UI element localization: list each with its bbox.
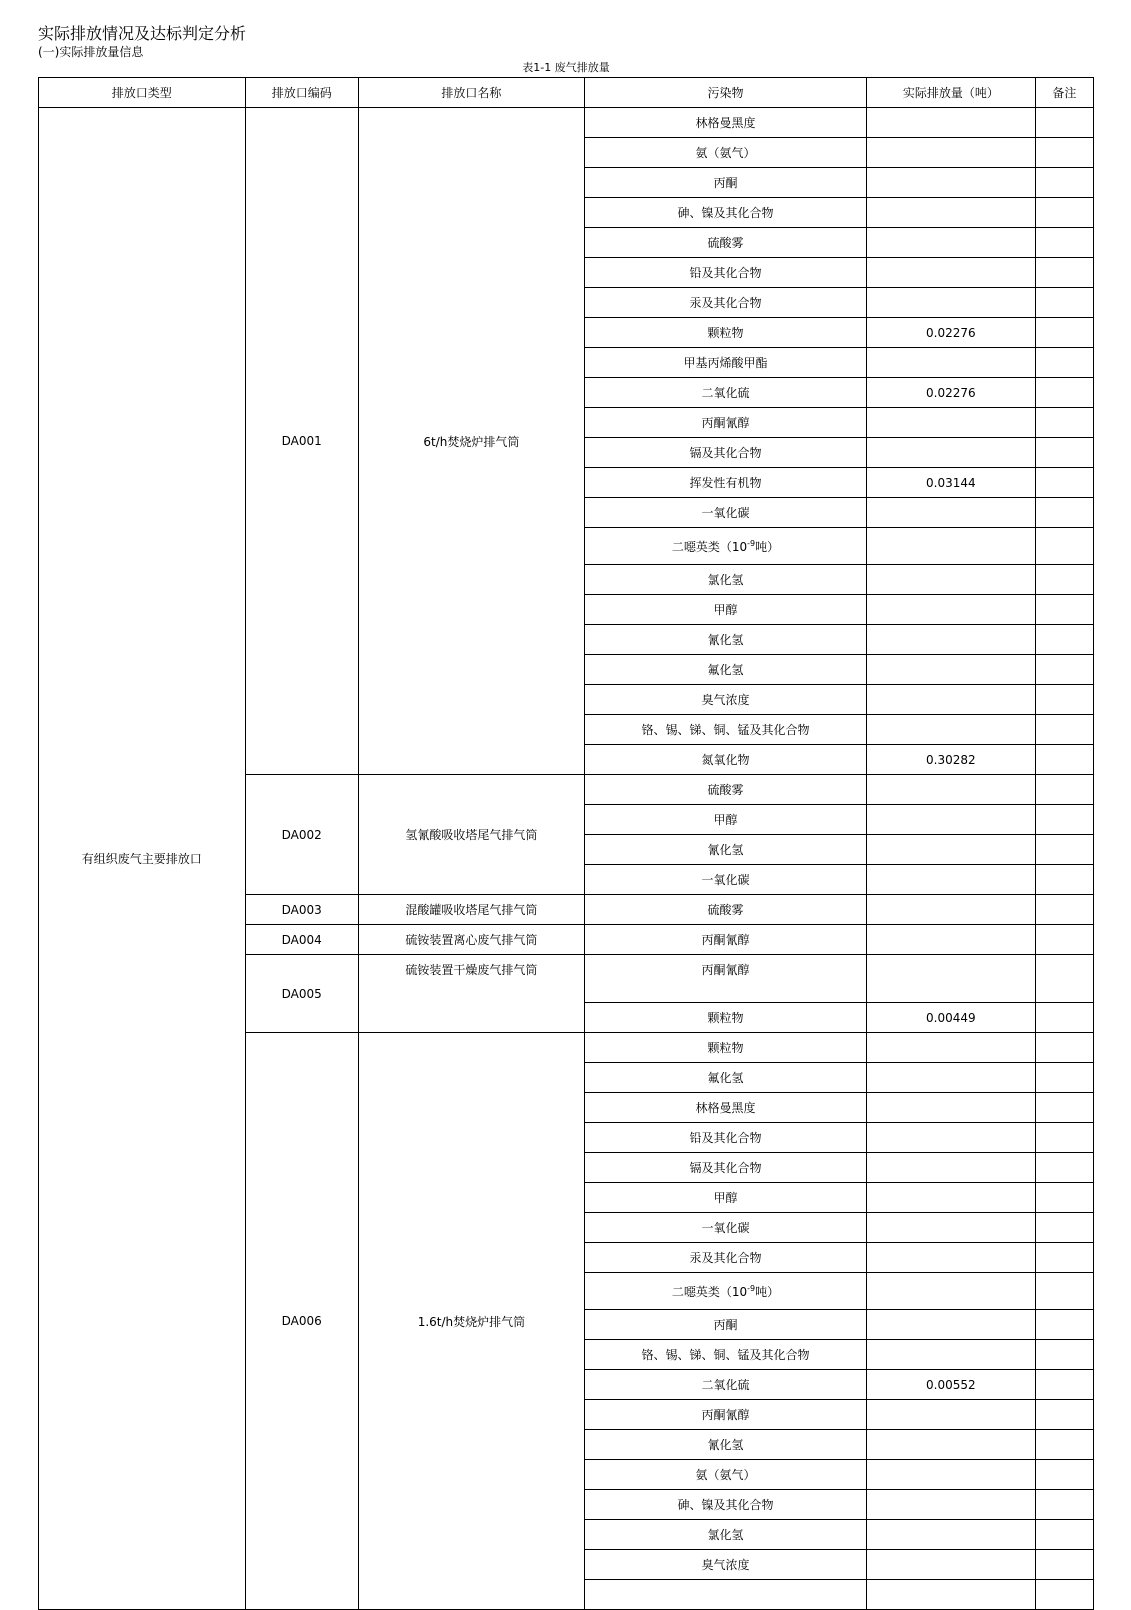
remark-cell xyxy=(1035,378,1093,408)
pollutant-cell: 林格曼黑度 xyxy=(584,1093,866,1123)
remark-cell xyxy=(1035,925,1093,955)
header-pollutant: 污染物 xyxy=(584,78,866,108)
remark-cell xyxy=(1035,1213,1093,1243)
pollutant-cell: 汞及其化合物 xyxy=(584,1243,866,1273)
emission-amount-cell xyxy=(867,1550,1036,1580)
remark-cell xyxy=(1035,258,1093,288)
pollutant-cell: 颗粒物 xyxy=(584,1033,866,1063)
pollutant-cell: 丙酮氰醇 xyxy=(584,1400,866,1430)
emission-amount-cell xyxy=(867,865,1036,895)
pollutant-cell: 颗粒物 xyxy=(584,1003,866,1033)
remark-cell xyxy=(1035,655,1093,685)
emission-amount-cell xyxy=(867,1400,1036,1430)
emission-amount-cell: 0.00449 xyxy=(867,1003,1036,1033)
outlet-name-cell: 氢氰酸吸收塔尾气排气筒 xyxy=(358,775,584,895)
outlet-name-cell: 1.6t/h焚烧炉排气筒 xyxy=(358,1033,584,1610)
pollutant-cell: 臭气浓度 xyxy=(584,1550,866,1580)
emission-amount-cell xyxy=(867,1520,1036,1550)
pollutant-cell: 一氧化碳 xyxy=(584,498,866,528)
emission-amount-cell xyxy=(867,438,1036,468)
pollutant-cell: 氟化氢 xyxy=(584,1063,866,1093)
emission-amount-cell: 0.02276 xyxy=(867,378,1036,408)
emission-amount-cell xyxy=(867,138,1036,168)
pollutant-cell: 颗粒物 xyxy=(584,318,866,348)
emission-amount-cell xyxy=(867,1430,1036,1460)
remark-cell xyxy=(1035,1243,1093,1273)
emission-amount-cell xyxy=(867,1123,1036,1153)
remark-cell xyxy=(1035,228,1093,258)
table-caption: 表1-1 废气排放量 xyxy=(522,61,610,74)
pollutant-cell: 氟化氢 xyxy=(584,655,866,685)
remark-cell xyxy=(1035,108,1093,138)
outlet-code-cell: DA006 xyxy=(245,1033,358,1610)
remark-cell xyxy=(1035,805,1093,835)
emission-amount-cell xyxy=(867,348,1036,378)
remark-cell xyxy=(1035,865,1093,895)
remark-cell xyxy=(1035,1063,1093,1093)
pollutant-cell: 氰化氢 xyxy=(584,1430,866,1460)
pollutant-cell: 砷、镍及其化合物 xyxy=(584,198,866,228)
emission-amount-cell xyxy=(867,925,1036,955)
outlet-type-cell: 有组织废气主要排放口 xyxy=(39,108,246,1610)
emission-amount-cell xyxy=(867,1153,1036,1183)
dioxin-exponent: -9 xyxy=(747,1283,756,1293)
section-subtitle: (一)实际排放量信息 xyxy=(38,45,144,59)
pollutant-cell xyxy=(584,528,866,565)
remark-cell xyxy=(1035,1430,1093,1460)
outlet-code-cell: DA002 xyxy=(245,775,358,895)
remark-cell xyxy=(1035,895,1093,925)
outlet-name-cell: 混酸罐吸收塔尾气排气筒 xyxy=(358,895,584,925)
remark-cell xyxy=(1035,348,1093,378)
emission-amount-cell xyxy=(867,1273,1036,1310)
remark-cell xyxy=(1035,1003,1093,1033)
emission-amount-cell xyxy=(867,1490,1036,1520)
remark-cell xyxy=(1035,288,1093,318)
pollutant-cell: 一氧化碳 xyxy=(584,1213,866,1243)
emission-amount-cell xyxy=(867,528,1036,565)
remark-cell xyxy=(1035,1123,1093,1153)
pollutant-cell: 林格曼黑度 xyxy=(584,108,866,138)
emission-amount-cell xyxy=(867,655,1036,685)
emission-amount-cell xyxy=(867,1063,1036,1093)
emission-amount-cell xyxy=(867,805,1036,835)
emission-amount-cell xyxy=(867,498,1036,528)
emission-table xyxy=(38,77,1094,1610)
emission-amount-cell xyxy=(867,288,1036,318)
remark-cell xyxy=(1035,198,1093,228)
emission-amount-cell xyxy=(867,228,1036,258)
remark-cell xyxy=(1035,685,1093,715)
remark-cell xyxy=(1035,955,1093,1003)
emission-amount-cell: 0.02276 xyxy=(867,318,1036,348)
emission-amount-cell xyxy=(867,258,1036,288)
remark-cell xyxy=(1035,408,1093,438)
pollutant-cell: 丙酮氰醇 xyxy=(584,925,866,955)
pollutant-cell: 砷、镍及其化合物 xyxy=(584,1490,866,1520)
remark-cell xyxy=(1035,775,1093,805)
outlet-code-cell: DA001 xyxy=(245,108,358,775)
remark-cell xyxy=(1035,468,1093,498)
emission-amount-cell xyxy=(867,1033,1036,1063)
page-title: 实际排放情况及达标判定分析 xyxy=(38,24,247,43)
header-actual-emission: 实际排放量（吨） xyxy=(867,78,1036,108)
remark-cell xyxy=(1035,745,1093,775)
pollutant-cell: 氰化氢 xyxy=(584,835,866,865)
pollutant-cell: 硫酸雾 xyxy=(584,228,866,258)
remark-cell xyxy=(1035,595,1093,625)
remark-cell xyxy=(1035,498,1093,528)
header-remark: 备注 xyxy=(1035,78,1093,108)
pollutant-cell: 氯化氢 xyxy=(584,1520,866,1550)
remark-cell xyxy=(1035,1580,1093,1610)
emission-amount-cell xyxy=(867,1093,1036,1123)
remark-cell xyxy=(1035,138,1093,168)
dioxin-unit: 吨） xyxy=(755,539,780,554)
pollutant-cell: 甲基丙烯酸甲酯 xyxy=(584,348,866,378)
emission-amount-cell xyxy=(867,1340,1036,1370)
remark-cell xyxy=(1035,168,1093,198)
emission-amount-cell xyxy=(867,1213,1036,1243)
emission-amount-cell: 0.00552 xyxy=(867,1370,1036,1400)
emission-amount-cell xyxy=(867,775,1036,805)
remark-cell xyxy=(1035,1310,1093,1340)
header-outlet-type: 排放口类型 xyxy=(39,78,246,108)
pollutant-cell: 甲醇 xyxy=(584,1183,866,1213)
remark-cell xyxy=(1035,1033,1093,1063)
emission-amount-cell xyxy=(867,955,1036,1003)
pollutant-cell: 二氧化硫 xyxy=(584,378,866,408)
dioxin-label: 二噁英类（10 xyxy=(671,1284,748,1299)
pollutant-cell: 氨（氨气） xyxy=(584,138,866,168)
emission-amount-cell xyxy=(867,408,1036,438)
emission-amount-cell xyxy=(867,715,1036,745)
pollutant-cell: 甲醇 xyxy=(584,595,866,625)
pollutant-cell xyxy=(584,1580,866,1610)
emission-amount-cell xyxy=(867,168,1036,198)
pollutant-cell: 甲醇 xyxy=(584,805,866,835)
pollutant-cell: 丙酮 xyxy=(584,168,866,198)
outlet-name-cell: 硫铵装置离心废气排气筒 xyxy=(358,925,584,955)
outlet-code-cell: DA003 xyxy=(245,895,358,925)
pollutant-cell: 丙酮 xyxy=(584,1310,866,1340)
emission-amount-cell xyxy=(867,685,1036,715)
dioxin-unit: 吨） xyxy=(755,1284,780,1299)
outlet-name-cell: 6t/h焚烧炉排气筒 xyxy=(358,108,584,775)
emission-amount-cell: 0.30282 xyxy=(867,745,1036,775)
emission-amount-cell xyxy=(867,595,1036,625)
pollutant-cell: 二氧化硫 xyxy=(584,1370,866,1400)
emission-amount-cell xyxy=(867,1580,1036,1610)
header-outlet-code: 排放口编码 xyxy=(245,78,358,108)
pollutant-cell: 氰化氢 xyxy=(584,625,866,655)
pollutant-cell: 镉及其化合物 xyxy=(584,438,866,468)
table-body xyxy=(39,108,1094,1610)
remark-cell xyxy=(1035,1093,1093,1123)
emission-amount-cell xyxy=(867,1460,1036,1490)
pollutant-cell: 丙酮氰醇 xyxy=(584,955,866,1003)
remark-cell xyxy=(1035,1153,1093,1183)
remark-cell xyxy=(1035,1183,1093,1213)
remark-cell xyxy=(1035,1520,1093,1550)
pollutant-cell: 臭气浓度 xyxy=(584,685,866,715)
remark-cell xyxy=(1035,1340,1093,1370)
pollutant-cell: 一氧化碳 xyxy=(584,865,866,895)
table-row xyxy=(39,108,1094,138)
pollutant-cell: 铅及其化合物 xyxy=(584,1123,866,1153)
pollutant-cell: 氮氧化物 xyxy=(584,745,866,775)
emission-amount-cell xyxy=(867,1183,1036,1213)
emission-amount-cell xyxy=(867,198,1036,228)
pollutant-cell: 铅及其化合物 xyxy=(584,258,866,288)
table-header-row xyxy=(39,78,1094,108)
remark-cell xyxy=(1035,625,1093,655)
pollutant-cell: 镉及其化合物 xyxy=(584,1153,866,1183)
remark-cell xyxy=(1035,1273,1093,1310)
emission-amount-cell xyxy=(867,625,1036,655)
remark-cell xyxy=(1035,1550,1093,1580)
pollutant-cell: 汞及其化合物 xyxy=(584,288,866,318)
outlet-name-cell: 硫铵装置干燥废气排气筒 xyxy=(358,955,584,1033)
emission-amount-cell xyxy=(867,565,1036,595)
emission-amount-cell xyxy=(867,895,1036,925)
remark-cell xyxy=(1035,835,1093,865)
pollutant-cell: 挥发性有机物 xyxy=(584,468,866,498)
pollutant-cell: 铬、锡、锑、铜、锰及其化合物 xyxy=(584,1340,866,1370)
pollutant-cell: 氯化氢 xyxy=(584,565,866,595)
remark-cell xyxy=(1035,565,1093,595)
pollutant-cell: 硫酸雾 xyxy=(584,895,866,925)
pollutant-cell xyxy=(584,1273,866,1310)
dioxin-label: 二噁英类（10 xyxy=(671,539,748,554)
emission-amount-cell xyxy=(867,108,1036,138)
remark-cell xyxy=(1035,438,1093,468)
pollutant-cell: 铬、锡、锑、铜、锰及其化合物 xyxy=(584,715,866,745)
remark-cell xyxy=(1035,318,1093,348)
outlet-code-cell: DA004 xyxy=(245,925,358,955)
remark-cell xyxy=(1035,715,1093,745)
emission-amount-cell xyxy=(867,1243,1036,1273)
remark-cell xyxy=(1035,1490,1093,1520)
dioxin-exponent: -9 xyxy=(747,538,756,548)
outlet-code-cell: DA005 xyxy=(245,955,358,1033)
emission-amount-cell: 0.03144 xyxy=(867,468,1036,498)
emission-amount-cell xyxy=(867,835,1036,865)
emission-amount-cell xyxy=(867,1310,1036,1340)
pollutant-cell: 丙酮氰醇 xyxy=(584,408,866,438)
pollutant-cell: 氨（氨气） xyxy=(584,1460,866,1490)
header-outlet-name: 排放口名称 xyxy=(358,78,584,108)
remark-cell xyxy=(1035,1460,1093,1490)
remark-cell xyxy=(1035,1400,1093,1430)
remark-cell xyxy=(1035,1370,1093,1400)
remark-cell xyxy=(1035,528,1093,565)
pollutant-cell: 硫酸雾 xyxy=(584,775,866,805)
